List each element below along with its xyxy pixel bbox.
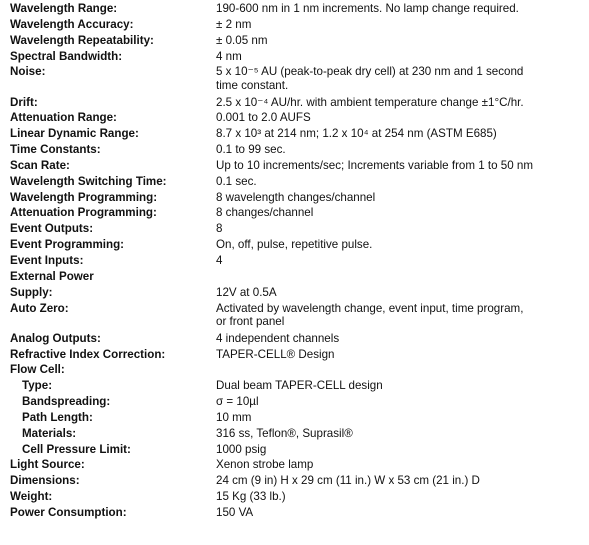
spec-value [216,270,589,284]
spec-row-type [0,379,589,393]
spec-row-event-inputs [0,254,589,268]
spec-label: Materials: [22,426,77,440]
spec-row-linear-dynamic-range [0,127,589,141]
spec-label: Event Inputs: [10,254,84,267]
spec-value: 1000 psig [216,442,267,456]
spec-value: 8.7 x 10³ at 214 nm; 1.2 x 10⁴ at 254 nm (ASTM E685) [216,127,497,141]
spec-row-drift [0,96,589,110]
spec-value: 0.1 to 99 sec. [216,143,286,157]
spec-value: 2.5 x 10⁻⁴ AU/hr. with ambient temperature change ±1°C/hr. [216,95,524,109]
spec-label: Cell Pressure Limit: [22,442,131,456]
spec-row-analog-outputs [0,332,589,346]
spec-value: 24 cm (9 in) H x 29 cm (11 in.) W x 53 cm (21 in.) D [216,474,480,488]
spec-label: Supply: [10,285,53,299]
spec-row-cell-pressure-limit [0,443,589,457]
spec-value: 0.1 sec. [216,174,257,188]
spec-value: 8 changes/channel [216,206,314,220]
spec-label: Spectral Bandwidth: [10,49,123,63]
spec-value: 150 VA [216,506,254,519]
spec-value: 12V at 0.5A [216,285,277,299]
spec-value: 4 independent channels [216,331,340,345]
spec-value: 15 Kg (33 lb.) [216,490,286,504]
spec-label: Refractive Index Correction: [10,347,166,361]
spec-row-flow-cell [0,363,589,377]
spec-label: Wavelength Accuracy: [10,17,134,31]
spec-value: ± 2 nm [216,17,252,31]
spec-value: Xenon strobe lamp [216,458,314,472]
spec-row-refractive-index-correction [0,348,589,362]
spec-row-dimensions [0,474,589,488]
spec-label: Wavelength Programming: [10,190,158,204]
spec-value: Dual beam TAPER-CELL design [216,379,383,393]
spec-label: Type: [22,379,53,393]
spec-value: Up to 10 increments/sec; Increments variable from 1 to 50 nm [216,158,534,172]
spec-row-path-length [0,411,589,425]
spec-value: ± 0.05 nm [216,33,268,47]
spec-label: Weight: [10,490,53,504]
spec-value: 5 x 10⁻⁵ AU (peak-to-peak dry cell) at 230 nm and 1 second time constant. [216,65,524,92]
spec-label: Light Source: [10,458,85,472]
spec-row-bandspreading [0,395,589,409]
spec-value: 190-600 nm in 1 nm increments. No lamp change required. [216,2,519,15]
spec-row-attenuation-range [0,111,589,125]
spec-row-event-outputs [0,222,589,236]
spec-row-wavelength-programming [0,191,589,205]
spec-row-power-consumption [0,506,589,520]
spec-value: TAPER-CELL® Design [216,347,335,361]
spec-row-wavelength-range [0,2,589,16]
spec-row-weight [0,490,589,504]
spec-label: Wavelength Range: [10,2,118,15]
spec-value: 8 [216,222,223,236]
spec-label: Drift: [10,95,38,109]
spec-row-auto-zero [0,302,589,329]
spec-label: Path Length: [22,410,93,424]
spec-row-light-source [0,458,589,472]
spec-label: Linear Dynamic Range: [10,127,139,141]
spec-label: Scan Rate: [10,158,70,172]
spec-row-attenuation-programming [0,206,589,220]
spec-value: 4 [216,254,223,267]
spec-label: Auto Zero: [10,301,69,315]
spec-label: Dimensions: [10,474,80,488]
spec-label: Time Constants: [10,143,101,157]
spec-row-spectral-bandwidth [0,50,589,64]
spec-row-supply [0,286,589,300]
spec-row-noise [0,65,589,92]
spec-label: Noise: [10,65,46,79]
spec-row-materials [0,427,589,441]
spec-label: Power Consumption: [10,506,127,519]
spec-label: Wavelength Switching Time: [10,174,167,188]
spec-value: On, off, pulse, repetitive pulse. [216,238,373,252]
spec-row-wavelength-accuracy [0,18,589,32]
spec-value: Activated by wavelength change, event input, time program, or front panel [216,301,524,329]
spec-value: 4 nm [216,49,242,63]
spec-row-wavelength-repeatability [0,34,589,48]
spec-label: Bandspreading: [22,395,111,409]
spec-label: Flow Cell: [10,363,65,377]
spec-value: σ = 10µl [216,395,259,409]
spec-label: Event Outputs: [10,222,94,236]
spec-value [216,363,589,377]
spec-value: 10 mm [216,410,252,424]
spec-row-scan-rate [0,159,589,173]
spec-label: Wavelength Repeatability: [10,33,154,47]
spec-row-wavelength-switching-time [0,175,589,189]
spec-label: Event Programming: [10,238,125,252]
spec-value: 0.001 to 2.0 AUFS [216,111,311,125]
spec-label: Analog Outputs: [10,331,101,345]
spec-row-time-constants [0,143,589,157]
spec-row-external-power [0,270,589,284]
spec-row-event-programming [0,238,589,252]
spec-label: Attenuation Range: [10,111,117,125]
spec-label: Attenuation Programming: [10,206,157,220]
spec-value: 8 wavelength changes/channel [216,190,376,204]
spec-value: 316 ss, Teflon®, Suprasil® [216,426,353,440]
spec-label: External Power [10,269,94,283]
